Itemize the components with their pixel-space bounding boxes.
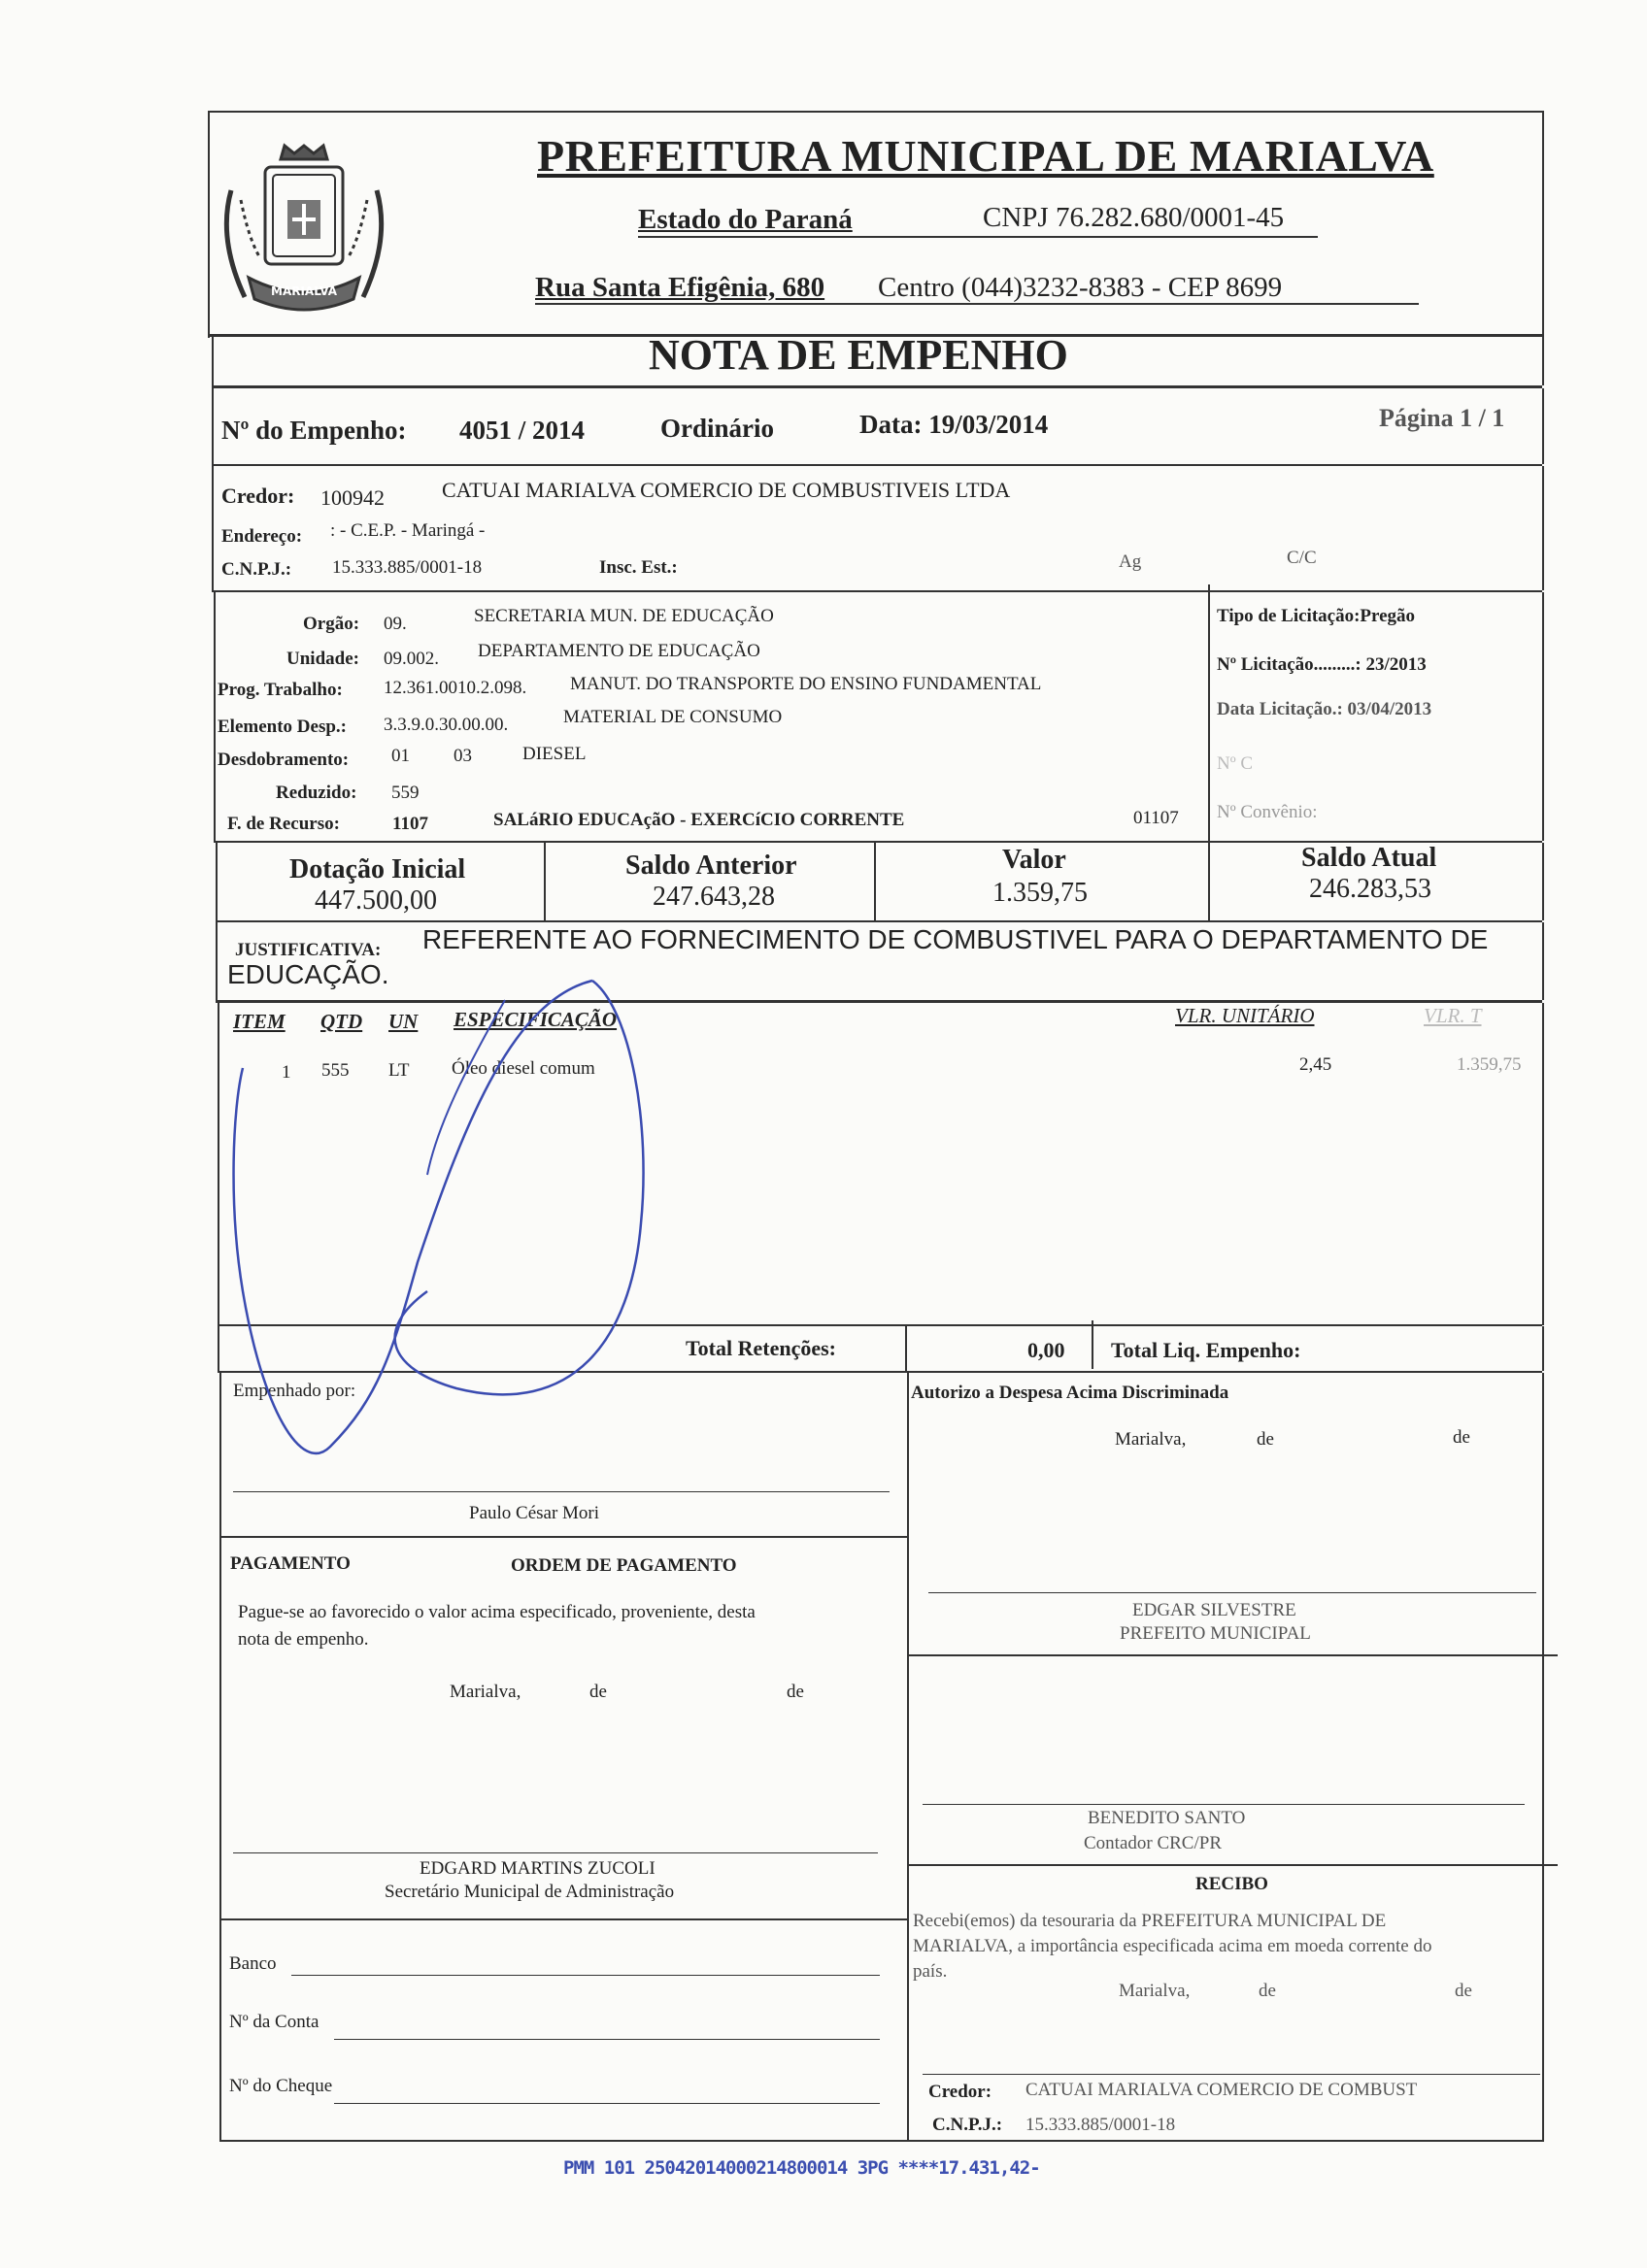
unidade-label: Unidade: [286, 649, 359, 669]
convenio-label: Nº Convênio: [1217, 802, 1318, 822]
justificativa-text-1: REFERENTE AO FORNECIMENTO DE COMBUSTIVEL PARA O DEPARTAMENTO DE [422, 924, 1489, 954]
prog-name: MANUT. DO TRANSPORTE DO ENSINO FUNDAMENTAL [570, 674, 1042, 694]
retencoes-value: 0,00 [1027, 1338, 1065, 1362]
saldo-value-2: 247.643,28 [653, 882, 775, 912]
col-qtd: QTD [320, 1010, 363, 1033]
saldo-value-1: 447.500,00 [315, 885, 437, 916]
saldo-value-3: 1.359,75 [992, 878, 1088, 908]
tipo-licitacao: Tipo de Licitação:Pregão [1217, 606, 1416, 626]
recibo-place: Marialva, [1119, 1981, 1191, 2001]
nc-label: Nº C [1217, 753, 1254, 774]
empenho-page: Página 1 / 1 [1379, 404, 1505, 432]
recurso-code2: 01107 [1133, 808, 1179, 828]
endereco-label: Endereço: [221, 526, 303, 547]
unidade-code: 09.002. [384, 649, 439, 669]
unidade-name: DEPARTAMENTO DE EDUCAÇÃO [478, 641, 760, 661]
saldo-label-1: Dotação Inicial [289, 854, 466, 884]
item-qtd: 555 [321, 1060, 350, 1081]
item-vlr-unit: 2,45 [1299, 1054, 1332, 1075]
saldo-value-4: 246.283,53 [1309, 874, 1431, 904]
recibo-text-2: MARIALVA, a importância especificada acima em moeda corrente do [913, 1936, 1432, 1956]
recibo-text-3: país. [913, 1961, 948, 1982]
payment-stamp: PMM 101 25042014000214800014 3PG ****17.431,42- [563, 2157, 1040, 2179]
nota-de-empenho-title: NOTA DE EMPENHO [649, 331, 1068, 379]
pagamento-de-1: de [589, 1682, 607, 1702]
pagamento-text-1: Pague-se ao favorecido o valor acima especificado, proveniente, desta [238, 1602, 756, 1622]
recibo-de-1: de [1259, 1981, 1276, 2001]
ag-label: Ag [1119, 551, 1142, 572]
retencoes-label: Total Retenções: [686, 1336, 836, 1360]
desdobramento-label: Desdobramento: [218, 750, 350, 770]
autorizo-de-2: de [1453, 1427, 1470, 1448]
seal-text: MARIALVA [271, 284, 337, 298]
banco-label: Banco [229, 1953, 277, 1974]
secretario-name: EDGARD MARTINS ZUCOLI [420, 1858, 655, 1879]
autorizo-place: Marialva, [1115, 1429, 1187, 1450]
reduzido-value: 559 [391, 783, 420, 803]
desdobramento-b: 03 [454, 746, 472, 766]
recurso-name: SALáRIO EDUCAçãO - EXERCíCIO CORRENTE [493, 810, 905, 830]
elemento-name: MATERIAL DE CONSUMO [563, 707, 783, 727]
item-number: 1 [282, 1062, 291, 1083]
orgao-code: 09. [384, 614, 407, 634]
recibo-de-2: de [1455, 1981, 1472, 2001]
header-address: Rua Santa Efigênia, 680 [535, 272, 825, 303]
header-phone-cep: Centro (044)3232-8383 - CEP 8699 [878, 272, 1283, 303]
empenho-label: Nº do Empenho: [221, 416, 407, 445]
justificativa-label: JUSTIFICATIVA: [235, 940, 382, 960]
conta-field[interactable] [334, 2039, 880, 2040]
insc-label: Insc. Est.: [599, 557, 678, 578]
item-espec: Óleo diesel comum [452, 1058, 595, 1079]
cheque-label: Nº do Cheque [229, 2076, 333, 2096]
saldo-label-2: Saldo Anterior [625, 850, 797, 881]
col-vlr-unitario: VLR. UNITÁRIO [1175, 1004, 1315, 1027]
data-licitacao: Data Licitação.: 03/04/2013 [1217, 699, 1432, 719]
saldo-label-4: Saldo Atual [1301, 843, 1437, 873]
reduzido-label: Reduzido: [276, 783, 357, 803]
secretario-role: Secretário Municipal de Administração [385, 1882, 675, 1902]
recibo-text-1: Recebi(emos) da tesouraria da PREFEITURA MUNICIPAL DE [913, 1911, 1387, 1931]
elemento-label: Elemento Desp.: [218, 717, 347, 737]
desdobramento-name: DIESEL [522, 744, 587, 764]
pagamento-label: PAGAMENTO [230, 1553, 351, 1574]
empenhado-name: Paulo César Mori [469, 1503, 600, 1523]
elemento-code: 3.3.9.0.30.00.00. [384, 715, 509, 735]
item-vlr-total: 1.359,75 [1457, 1054, 1522, 1075]
col-especificacao: ESPECIFICAÇÃO [454, 1008, 618, 1031]
prefeito-role: PREFEITO MUNICIPAL [1120, 1623, 1311, 1644]
empenhado-label: Empenhado por: [233, 1381, 356, 1401]
credor-cnpj: 15.333.885/0001-18 [332, 557, 483, 578]
contador-name: BENEDITO SANTO [1088, 1808, 1246, 1828]
credor-label: Credor: [221, 484, 295, 508]
state-name: Estado do Paraná [638, 204, 853, 235]
credor-code: 100942 [320, 485, 385, 510]
numero-licitacao: Nº Licitação.........: 23/2013 [1217, 654, 1427, 675]
empenho-number: 4051 / 2014 [459, 416, 586, 445]
recurso-label: F. de Recurso: [227, 814, 340, 834]
col-vlr-total: VLR. T [1424, 1004, 1482, 1027]
conta-label: Nº da Conta [229, 2012, 319, 2032]
banco-field[interactable] [291, 1975, 880, 1976]
autorizo-title: Autorizo a Despesa Acima Discriminada [911, 1383, 1229, 1403]
orgao-name: SECRETARIA MUN. DE EDUCAÇÃO [474, 606, 774, 626]
empenho-date: Data: 19/03/2014 [859, 410, 1049, 439]
municipal-seal [212, 132, 396, 326]
recibo-credor-name: CATUAI MARIALVA COMERCIO DE COMBUST [1025, 2080, 1418, 2100]
recibo-title: RECIBO [1195, 1874, 1268, 1894]
recibo-credor-label: Credor: [928, 2082, 992, 2102]
pagamento-place: Marialva, [450, 1682, 521, 1702]
prefeito-name: EDGAR SILVESTRE [1132, 1600, 1296, 1620]
endereco-value: : - C.E.P. - Maringá - [330, 520, 486, 541]
total-liquido-label: Total Liq. Empenho: [1111, 1338, 1301, 1362]
col-item: ITEM [233, 1010, 286, 1033]
item-un: LT [388, 1060, 410, 1081]
cheque-field[interactable] [334, 2103, 880, 2104]
autorizo-de-1: de [1257, 1429, 1274, 1450]
saldo-label-3: Valor [1002, 845, 1066, 875]
pagamento-de-2: de [787, 1682, 804, 1702]
recibo-cnpj-label: C.N.P.J.: [932, 2115, 1003, 2135]
handwritten-signature [223, 971, 670, 1456]
orgao-label: Orgão: [303, 614, 360, 634]
contador-role: Contador CRC/PR [1084, 1833, 1222, 1853]
col-un: UN [388, 1010, 419, 1033]
credor-name: CATUAI MARIALVA COMERCIO DE COMBUSTIVEIS LTDA [442, 478, 1011, 502]
pagamento-text-2: nota de empenho. [238, 1629, 369, 1650]
justificativa-text-2: EDUCAÇÃO. [227, 959, 389, 989]
prog-label: Prog. Trabalho: [218, 680, 343, 700]
prefeitura-title: PREFEITURA MUNICIPAL DE MARIALVA [537, 131, 1434, 181]
recurso-code: 1107 [392, 814, 428, 834]
empenho-kind: Ordinário [660, 414, 775, 443]
desdobramento-a: 01 [391, 746, 410, 766]
cnpj-label: C.N.P.J.: [221, 559, 292, 580]
cc-label: C/C [1287, 548, 1317, 568]
prog-code: 12.361.0010.2.098. [384, 678, 527, 698]
recibo-cnpj: 15.333.885/0001-18 [1025, 2115, 1176, 2135]
header-cnpj: CNPJ 76.282.680/0001-45 [983, 202, 1285, 233]
ordem-pagamento: ORDEM DE PAGAMENTO [511, 1555, 737, 1576]
